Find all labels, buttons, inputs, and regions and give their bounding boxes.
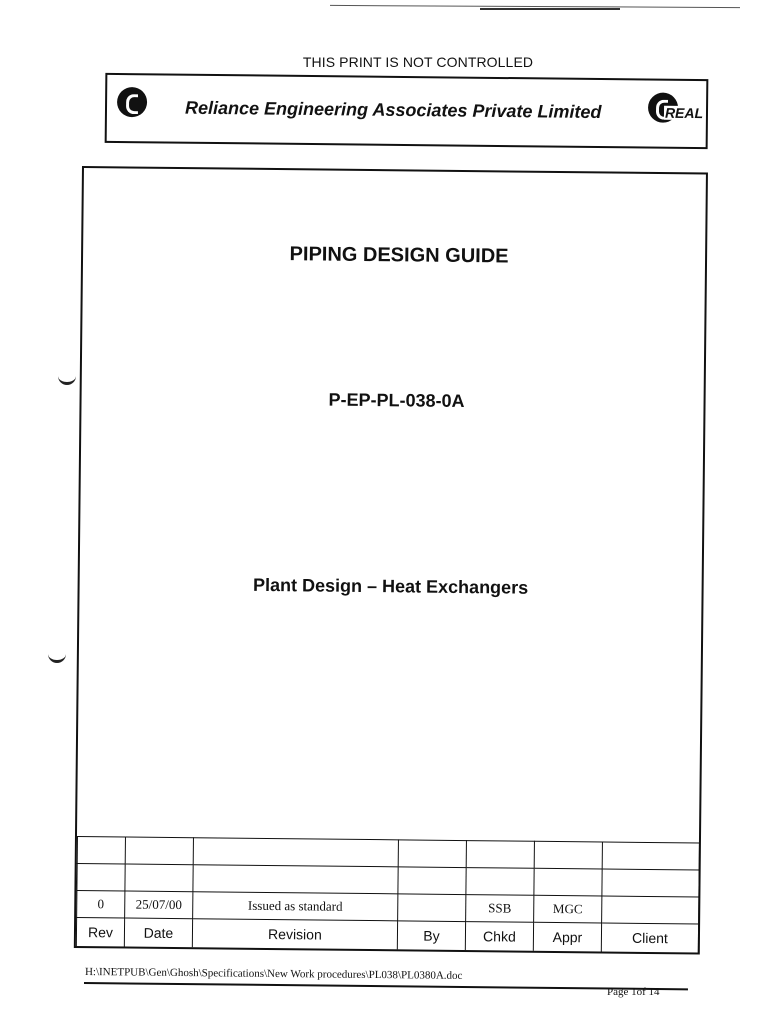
reliance-logo-icon bbox=[117, 87, 147, 117]
column-header-by: By bbox=[397, 921, 465, 950]
document-title: PIPING DESIGN GUIDE bbox=[289, 243, 509, 268]
scan-artifact-mark bbox=[480, 8, 620, 10]
company-header bbox=[105, 73, 709, 149]
revision-cell bbox=[193, 838, 398, 867]
by-cell bbox=[398, 867, 466, 895]
date-cell bbox=[125, 864, 193, 892]
by-cell bbox=[398, 894, 466, 922]
column-header-chkd: Chkd bbox=[465, 922, 533, 951]
date-cell: 25/07/00 bbox=[125, 891, 193, 919]
title-block bbox=[74, 166, 708, 955]
table-header-row bbox=[76, 917, 698, 952]
column-header-appr: Appr bbox=[533, 922, 601, 951]
file-path: H:\INETPUB\Gen\Ghosh\Specifications\New Work procedures\PL038\PL0380A.doc bbox=[84, 966, 463, 982]
client-cell bbox=[602, 842, 699, 870]
punch-hole-mark bbox=[48, 642, 66, 663]
chkd-cell bbox=[466, 841, 534, 869]
date-cell bbox=[125, 837, 193, 865]
rev-cell bbox=[77, 863, 125, 891]
rev-cell bbox=[77, 836, 125, 864]
punch-hole-mark bbox=[58, 364, 76, 385]
client-cell bbox=[602, 896, 699, 924]
real-logo-text: REAL bbox=[664, 104, 704, 122]
revision-cell bbox=[193, 865, 398, 894]
by-cell bbox=[398, 840, 466, 868]
document-number: P-EP-PL-038-0A bbox=[328, 389, 465, 412]
control-notice: THIS PRINT IS NOT CONTROLLED bbox=[302, 54, 534, 70]
page-number: Page 1of 14 bbox=[607, 986, 660, 998]
column-header-rev: Rev bbox=[76, 917, 124, 946]
chkd-cell: SSB bbox=[466, 895, 534, 923]
column-header-revision: Revision bbox=[192, 919, 397, 950]
appr-cell bbox=[534, 868, 602, 896]
revision-table bbox=[76, 836, 700, 953]
company-name: Reliance Engineering Associates Private Limited bbox=[184, 97, 602, 123]
real-logo-icon bbox=[646, 89, 702, 130]
rev-cell: 0 bbox=[77, 890, 125, 918]
client-cell bbox=[602, 869, 699, 897]
footer-divider bbox=[84, 982, 688, 990]
revision-cell: Issued as standard bbox=[193, 892, 398, 921]
chkd-cell bbox=[466, 868, 534, 896]
document-subtitle: Plant Design – Heat Exchangers bbox=[252, 574, 529, 598]
appr-cell: MGC bbox=[534, 895, 602, 923]
appr-cell bbox=[534, 841, 602, 869]
column-header-client: Client bbox=[601, 923, 698, 953]
column-header-date: Date bbox=[124, 918, 192, 947]
